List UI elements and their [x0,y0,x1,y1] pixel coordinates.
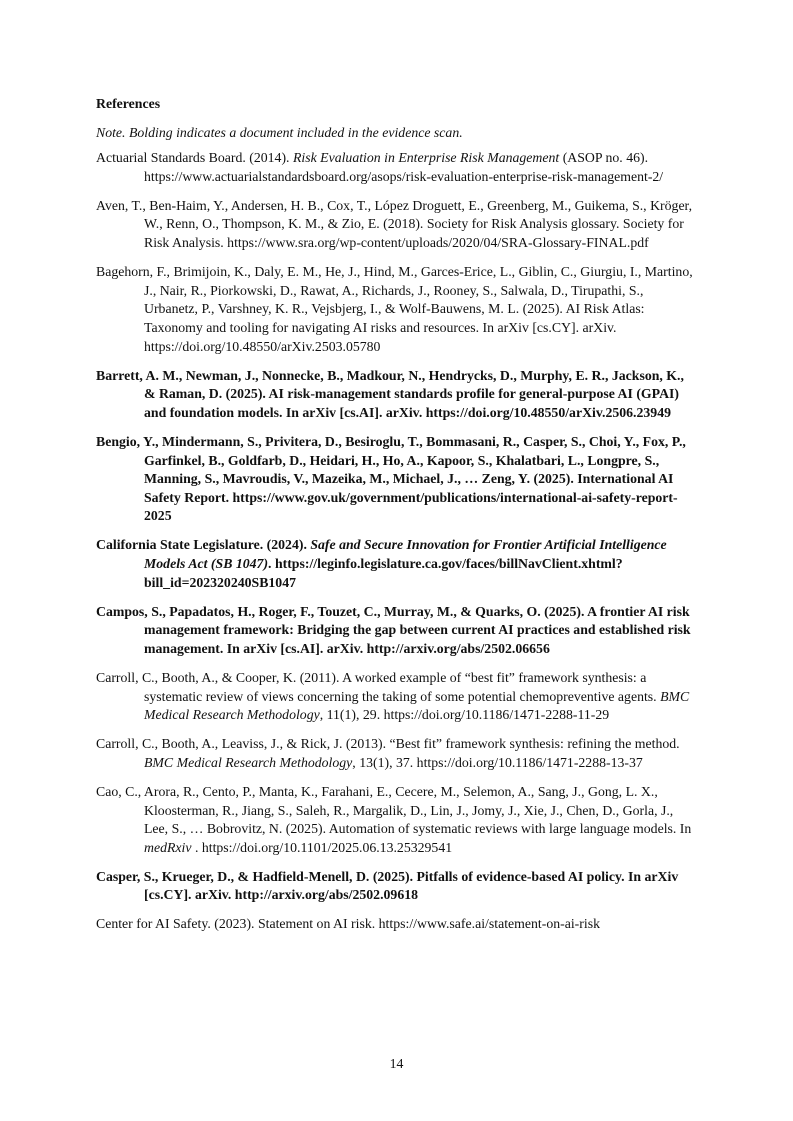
reference-text: (ASOP no. 46). https://www.actuarialstandardsboard.org/asops/risk-evaluation-enterprise-risk-management-2/ [144,150,664,184]
page-number: 14 [389,1056,404,1071]
reference-text: California State Legislature. (2024). [96,537,311,553]
reference-text: , 11(1), 29. https://doi.org/10.1186/1471-2288-11-29 [319,707,610,723]
reference-entry [96,367,698,423]
reference-text: , 13(1), 37. https://doi.org/10.1186/1471-2288-13-37 [352,754,643,770]
reference-italic-text: Safe and Secure Innovation for Frontier Artificial Intelligence Models Act (SB 1047) [144,537,667,571]
reference-italic-text: BMC Medical Research Methodology [144,754,353,770]
reference-text: Cao, C., Arora, R., Cento, P., Manta, K., Farahani, E., Cecere, M., Selemon, A., Sang, J., Gong, L. X., Kloosterman, R., Jiang, S., Saleh, R., Margalik, D., Lin, J., Jomy, J., Xie, J., Chen, D., Gorla, J., Lee, S., … Bobrovitz, N. (2025). Automation of systematic reviews with large language models. In [96,783,692,837]
reference-italic-text: Risk Evaluation in Enterprise Risk Management [292,150,560,166]
reference-text: Aven, T., Ben-Haim, Y., Andersen, H. B., Cox, T., López Droguett, E., Greenberg, M., Guikema, S., Kröger, W., Renn, O., Thompson, K. M., & Zio, E. (2018). Society for Risk Analysis glossary. Society for Risk Analysis. https://www.sra.org/wp-content/uploads/2020/04/SRA-Glossary-FINAL.pdf [96,197,693,251]
section-heading: References [96,96,161,111]
reference-entry [96,433,698,526]
reference-italic-text: BMC Medical Research Methodology [144,688,690,723]
reference-entry [96,735,698,772]
reference-entry [96,149,698,186]
reference-text: Barrett, A. M., Newman, J., Nonnecke, B., Madkour, N., Hendrycks, D., Murphy, E. R., Jackson, K., & Raman, D. (2025). AI risk-management standards profile for general-purpose AI (GPAI) and foundation models. In arXiv [cs.AI]. arXiv. https://doi.org/10.48550/arXiv.2506.23949 [96,367,684,420]
reference-entry [96,536,698,592]
reference-entry [96,603,698,659]
reference-text: Bagehorn, F., Brimijoin, K., Daly, E. M., He, J., Hind, M., Garces-Erice, L., Giblin, C., Giurgiu, I., Martino, J., Nair, R., Piorkowski, D., Rawat, A., Richards, J., Rooney, S., Salwala, D., Tirupathi, S., Urbanetz, P., Varshney, K. R., Vejsbjerg, I., & Wolf-Bauwens, M. L. (2025). AI Risk Atlas: Taxonomy and tooling for navigating AI risks and resources. In arXiv [cs.CY]. arXiv. https://doi.org/10.48550/arXiv.2503.05780 [96,264,693,354]
reference-text: Bengio, Y., Mindermann, S., Privitera, D., Besiroglu, T., Bommasani, R., Casper, S., Choi, Y., Fox, P., Garfinkel, B., Goldfarb, D., Heidari, H., Ho, A., Kapoor, S., Khalatbari, L., Longpre, S., Manning, S., Mavroudis, V., Mazeika, M., Michael, J., … Zeng, Y. (2025). International AI Safety Report. https://www.gov.uk/government/publications/international-ai-safety-report-2025 [96,433,686,524]
reference-entry [96,263,698,356]
reference-entry [96,783,698,857]
reference-text: Carroll, C., Booth, A., & Cooper, K. (2011). A worked example of “best fit” framework synthesis: a systematic review of views concerning the taking of some potential chemopreventive agents. [96,669,661,704]
reference-text: Campos, S., Papadatos, H., Roger, F., Touzet, C., Murray, M., & Quarks, O. (2025). A frontier AI risk management framework: Bridging the gap between current AI practices and established risk management. In arXiv [cs.AI]. arXiv. http://arxiv.org/abs/2502.06656 [96,603,691,656]
reference-text: . https://leginfo.legislature.ca.gov/faces/billNavClient.xhtml?bill_id=202320240SB1047 [144,555,623,590]
reference-list [96,149,698,934]
reference-text: Carroll, C., Booth, A., Leaviss, J., & Rick, J. (2013). “Best fit” framework synthesis: refining the method. [96,736,680,752]
reference-text: Casper, S., Krueger, D., & Hadfield-Menell, D. (2025). Pitfalls of evidence-based AI policy. In arXiv [cs.CY]. arXiv. http://arxiv.org/abs/2502.09618 [96,868,679,903]
reference-entry [96,197,698,253]
reference-entry [96,868,698,905]
reference-text: Center for AI Safety. (2023). Statement on AI risk. https://www.safe.ai/statement-on-ai-risk [96,916,600,932]
references-section [96,95,698,945]
reference-entry [96,915,698,934]
bolding-note: Note. Bolding indicates a document included in the evidence scan. [96,124,463,140]
reference-text: Actuarial Standards Board. (2014). [96,150,293,166]
reference-entry [96,669,698,725]
reference-italic-text: medRxiv [144,839,192,855]
reference-text: . https://doi.org/10.1101/2025.06.13.25329541 [191,839,453,855]
